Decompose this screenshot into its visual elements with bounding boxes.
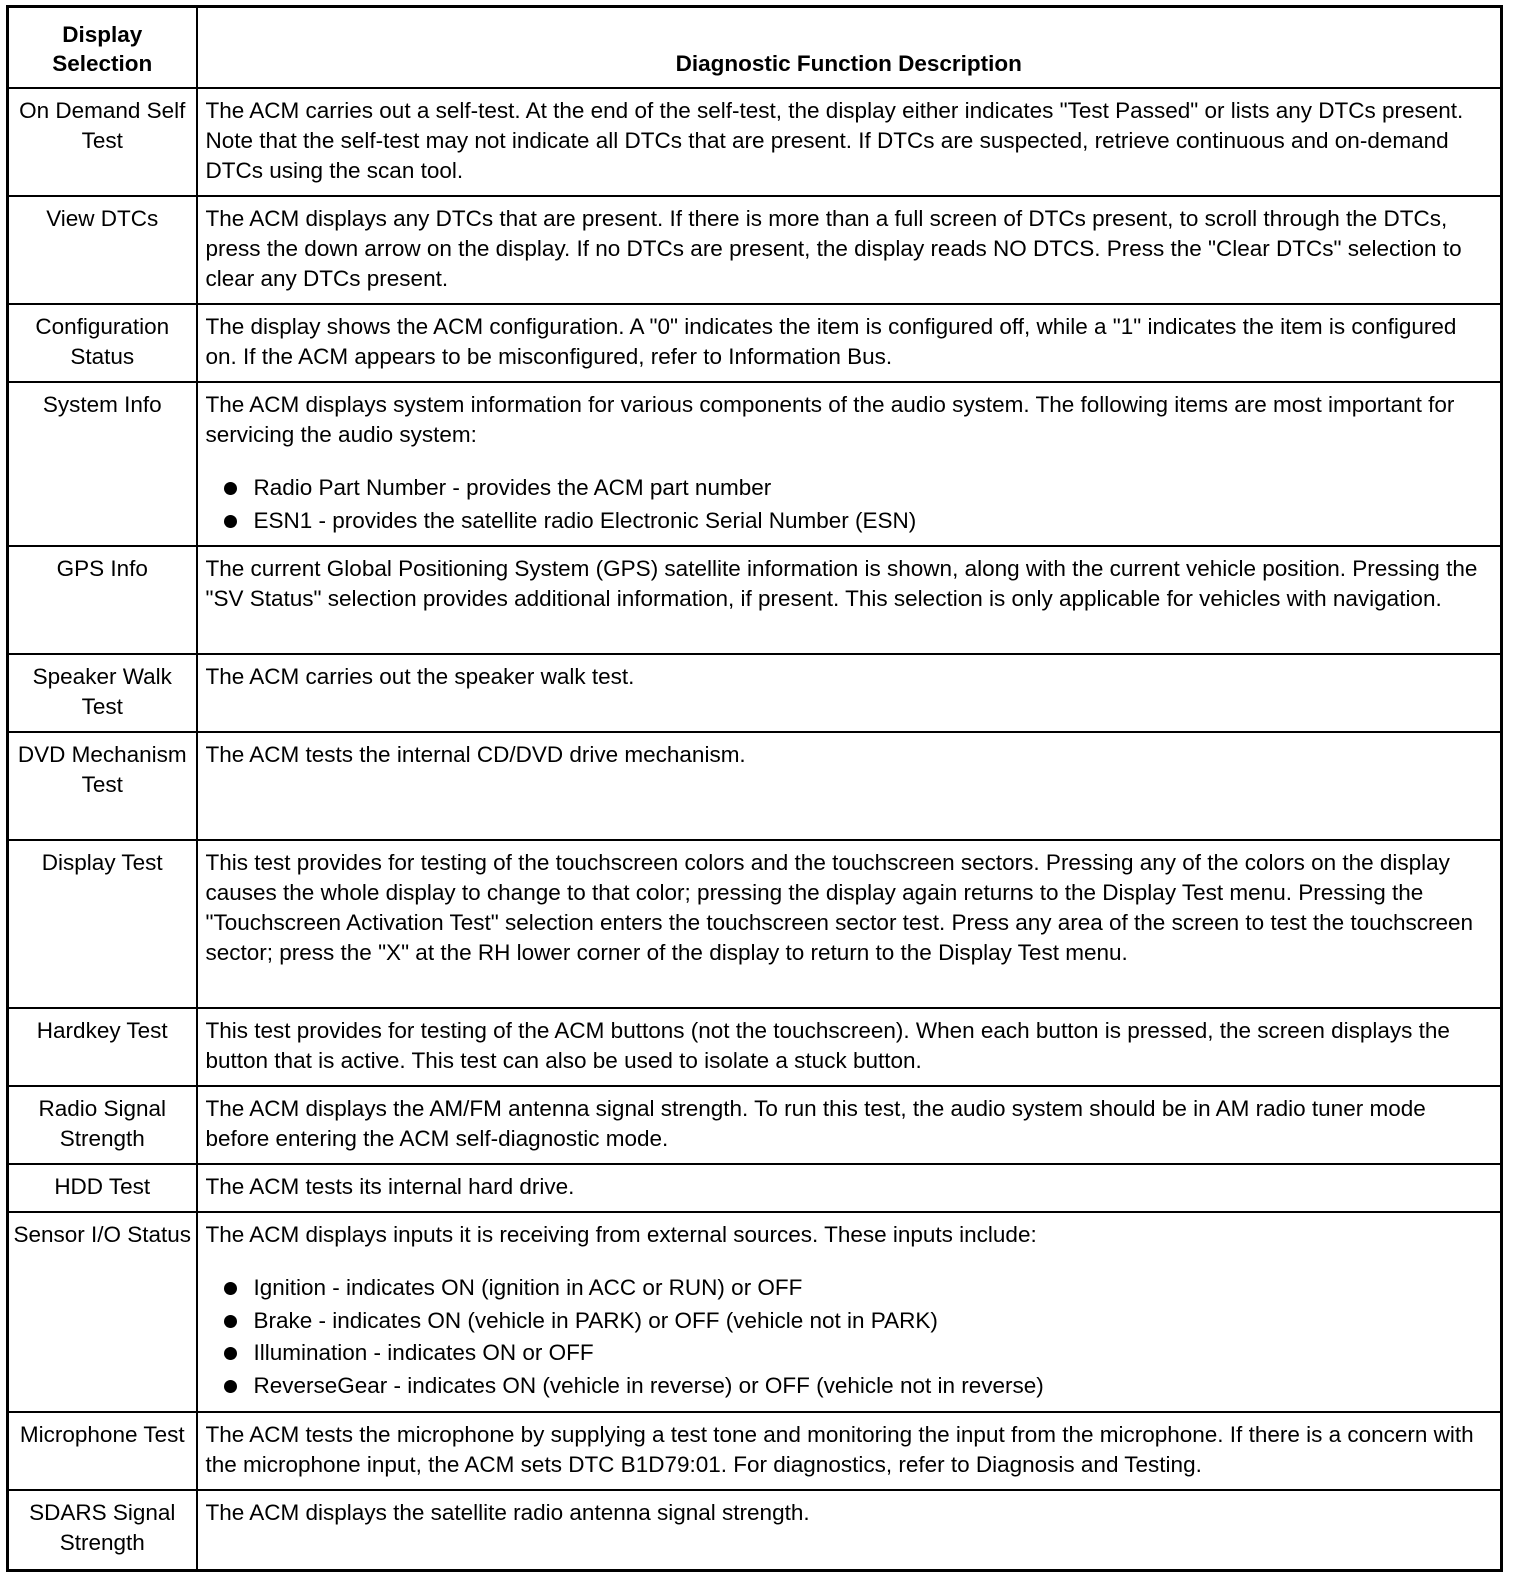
- bullet-item: ReverseGear - indicates ON (vehicle in reverse) or OFF (vehicle not in reverse): [224, 1370, 1491, 1403]
- diagnostic-function-table: [6, 5, 1503, 1572]
- display-selection-cell: SDARS Signal Strength: [8, 1490, 197, 1570]
- display-selection-cell: Microphone Test: [8, 1412, 197, 1490]
- table-row: [8, 1008, 1502, 1086]
- description-text: The ACM tests its internal hard drive.: [205, 1174, 575, 1199]
- description-cell: [197, 732, 1502, 840]
- display-selection-cell: Display Test: [8, 840, 197, 1008]
- display-selection-cell: Hardkey Test: [8, 1008, 197, 1086]
- description-text: The ACM tests the internal CD/DVD drive mechanism.: [205, 742, 746, 767]
- description-text: The ACM displays the satellite radio antenna signal strength.: [205, 1500, 810, 1525]
- display-selection-cell: HDD Test: [8, 1164, 197, 1212]
- display-selection-cell: System Info: [8, 382, 197, 546]
- table-row: [8, 546, 1502, 654]
- table-row: [8, 732, 1502, 840]
- description-cell: [197, 196, 1502, 304]
- header-display-selection: Display Selection: [8, 7, 197, 89]
- table-row: [8, 1164, 1502, 1212]
- display-selection-cell: Speaker Walk Test: [8, 654, 197, 732]
- table-row: [8, 196, 1502, 304]
- display-selection-cell: DVD Mechanism Test: [8, 732, 197, 840]
- bullet-item: Brake - indicates ON (vehicle in PARK) or OFF (vehicle not in PARK): [224, 1305, 1491, 1338]
- display-selection-cell: On Demand Self Test: [8, 88, 197, 196]
- description-text: The ACM displays inputs it is receiving from external sources. These inputs include:: [205, 1222, 1037, 1247]
- description-text: This test provides for testing of the ACM buttons (not the touchscreen). When each button is pressed, the screen displays the button that is active. This test can also be used to isolate a stuck button.: [205, 1018, 1450, 1073]
- description-cell: [197, 382, 1502, 546]
- display-selection-cell: Radio Signal Strength: [8, 1086, 197, 1164]
- description-cell: [197, 546, 1502, 654]
- description-text: This test provides for testing of the touchscreen colors and the touchscreen sectors. Pressing any of the colors on the display causes the whole display to change to that color; pressing the display again returns to the Display Test menu. Pressing the "Touchscreen Activation Test" selection enters the touchscreen sector test. Press any area of the screen to test the touchscreen sector; press the "X" at the RH lower corner of the display to return to the Display Test menu.: [205, 850, 1473, 965]
- description-cell: [197, 1212, 1502, 1412]
- table-row: [8, 382, 1502, 546]
- table-row: [8, 304, 1502, 382]
- description-cell: [197, 654, 1502, 732]
- display-selection-cell: Configuration Status: [8, 304, 197, 382]
- description-cell: [197, 1164, 1502, 1212]
- description-text: The ACM displays the AM/FM antenna signal strength. To run this test, the audio system should be in AM radio tuner mode before entering the ACM self-diagnostic mode.: [205, 1096, 1426, 1151]
- description-cell: [197, 840, 1502, 1008]
- header-diagnostic-function-description: Diagnostic Function Description: [197, 7, 1502, 89]
- header-row: [8, 7, 1502, 89]
- bullet-item: ESN1 - provides the satellite radio Electronic Serial Number (ESN): [224, 505, 1491, 538]
- table-header: [8, 7, 1502, 89]
- description-text: The ACM carries out the speaker walk test.: [205, 664, 635, 689]
- description-cell: [197, 1008, 1502, 1086]
- description-cell: [197, 88, 1502, 196]
- description-text: The display shows the ACM configuration. A "0" indicates the item is configured off, while a "1" indicates the item is configured on. If the ACM appears to be misconfigured, refer to Information Bus.: [205, 314, 1457, 369]
- bullet-item: Ignition - indicates ON (ignition in ACC or RUN) or OFF: [224, 1272, 1491, 1305]
- display-selection-cell: GPS Info: [8, 546, 197, 654]
- bullet-list: [206, 1272, 1491, 1402]
- description-text: The ACM displays system information for various components of the audio system. The following items are most important for servicing the audio system:: [205, 392, 1455, 447]
- description-cell: [197, 1086, 1502, 1164]
- table-row: [8, 1412, 1502, 1490]
- description-cell: [197, 1412, 1502, 1490]
- display-selection-cell: View DTCs: [8, 196, 197, 304]
- description-text: The ACM tests the microphone by supplying a test tone and monitoring the input from the microphone. If there is a concern with the microphone input, the ACM sets DTC B1D79:01. For diagnostics, refer to Diagnosis and Testing.: [205, 1422, 1474, 1477]
- description-text: The current Global Positioning System (GPS) satellite information is shown, along with the current vehicle position. Pressing the "SV Status" selection provides additional information, if present. This selection is only applicable for vehicles with navigation.: [205, 556, 1478, 611]
- table-row: [8, 654, 1502, 732]
- bullet-item: Illumination - indicates ON or OFF: [224, 1337, 1491, 1370]
- description-text: The ACM displays any DTCs that are present. If there is more than a full screen of DTCs present, to scroll through the DTCs, press the down arrow on the display. If no DTCs are present, the display reads NO DTCS. Press the "Clear DTCs" selection to clear any DTCs present.: [205, 206, 1462, 291]
- bullet-item: Radio Part Number - provides the ACM part number: [224, 472, 1491, 505]
- description-text: The ACM carries out a self-test. At the end of the self-test, the display either indicates "Test Passed" or lists any DTCs present. Note that the self-test may not indicate all DTCs that are present. If DTCs are suspected, retrieve continuous and on-demand DTCs using the scan tool.: [205, 98, 1464, 183]
- table-row: [8, 88, 1502, 196]
- table-row: [8, 1212, 1502, 1412]
- table-row: [8, 1086, 1502, 1164]
- description-cell: [197, 304, 1502, 382]
- description-cell: [197, 1490, 1502, 1570]
- bullet-list: [206, 472, 1491, 537]
- display-selection-cell: Sensor I/O Status: [8, 1212, 197, 1412]
- table-row: [8, 1490, 1502, 1570]
- table-row: [8, 840, 1502, 1008]
- table-body: [8, 88, 1502, 1570]
